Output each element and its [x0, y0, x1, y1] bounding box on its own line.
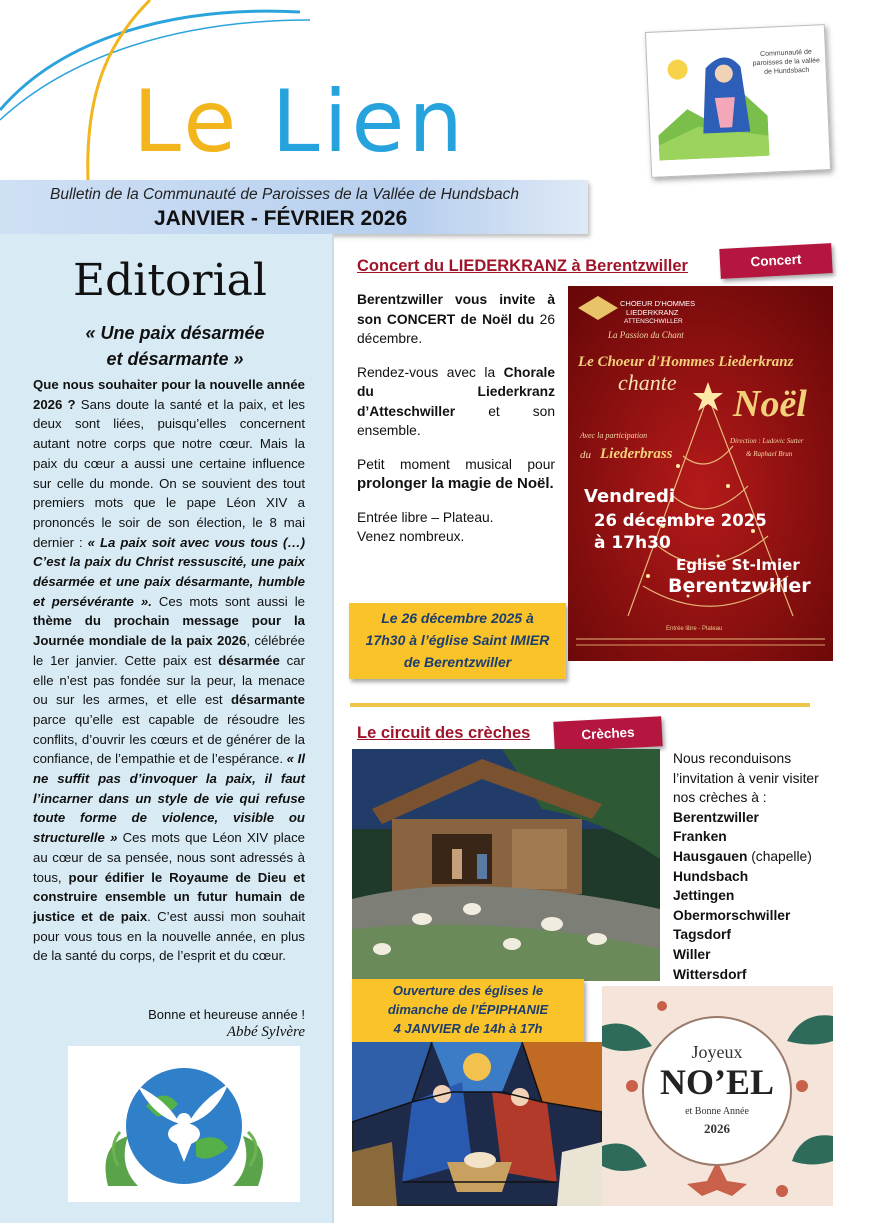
- nativity-scene-photo: [352, 749, 660, 981]
- creches-intro: Nous reconduisons l’invitation à venir visiter nos crèches à :: [673, 751, 819, 806]
- concert-magic: prolonger la magie de Noël.: [357, 475, 554, 492]
- editorial-quote: « La paix soit avec vous tous (…) C’est la paix du Christ ressuscité, une paix désarmée et une paix désarmante, humble et persévérante ».: [33, 534, 305, 609]
- poster-date-1: Vendredi: [584, 486, 675, 507]
- poster-choir-1: CHOEUR D'HOMMES: [620, 299, 696, 308]
- town-item: [673, 827, 843, 847]
- poster-church: Eglise St-Imier: [676, 556, 800, 574]
- poster-noel: Noël: [733, 383, 807, 425]
- card-line-1: Joyeux: [691, 1042, 743, 1062]
- editorial-text: pour édifier le Royaume de Dieu et construire ensemble un futur humain de justice et de paix: [33, 869, 305, 924]
- town-name: Jettingen: [673, 888, 735, 904]
- town-name: Wittersdorf: [673, 966, 747, 982]
- concert-invite-date: 26 décembre.: [357, 311, 555, 346]
- town-name: Obermorschwiller: [673, 907, 791, 923]
- poster-choir-2: LIEDERKRANZ: [626, 308, 679, 317]
- joyeux-noel-card: [602, 986, 833, 1206]
- town-name: Hundsbach: [673, 868, 749, 884]
- poster-town: Berentzwiller: [668, 575, 811, 597]
- town-item: [673, 965, 843, 985]
- town-name: Tagsdorf: [673, 927, 731, 943]
- editorial-quote: « Il ne suffit pas d’invoquer la paix, il faut l’incarner dans un style de vie qui refuse toute forme de violence, visible ou structurelle »: [33, 751, 306, 846]
- editorial-subtitle-line-2: et désarmante »: [106, 349, 244, 369]
- towns-list: [673, 808, 843, 984]
- title-part-2: Lien: [271, 72, 467, 172]
- concert-come: Venez nombreux.: [357, 529, 465, 544]
- town-item: [673, 808, 843, 828]
- town-name: Franken: [673, 829, 727, 845]
- concert-description: [357, 290, 555, 547]
- editorial-subtitle: [40, 320, 310, 372]
- creches-tag: Crèches: [553, 716, 662, 752]
- epiphany-line-3: 4 JANVIER de 14h à 17h: [393, 1021, 543, 1036]
- poster-chante: chante: [618, 370, 677, 395]
- card-line-2: NO’EL: [659, 1062, 775, 1102]
- editorial-text: thème du prochain message pour la Journée mondiale de la paix 2026: [33, 613, 305, 649]
- concert-entry: Entrée libre – Plateau.: [357, 509, 494, 525]
- poster-motto: La Passion du Chant: [608, 330, 684, 340]
- town-item: [673, 925, 843, 945]
- card-line-4: 2026: [704, 1121, 730, 1136]
- column-divider: [332, 234, 334, 1223]
- editorial-text: , célébrée le 1er janvier. Cette paix est: [33, 633, 306, 668]
- poster-entry: Entrée libre - Plateau: [666, 626, 723, 632]
- poster-headline: Le Choeur d'Hommes Liederkranz: [578, 354, 794, 370]
- editorial-closing: Bonne et heureuse année !: [148, 1007, 305, 1022]
- poster-liederbrass: Liederbrass: [600, 446, 673, 462]
- concert-moment: Petit moment musical pour: [357, 456, 555, 472]
- newsletter-title: [133, 72, 467, 172]
- poster-direction-2: & Raphael Brun: [746, 450, 793, 458]
- poster-direction-1: Direction : Ludovic Sutter: [730, 437, 804, 445]
- concert-highlight: Le 26 décembre 2025 à 17h30 à l’église Saint IMIER de Berentzwiller: [349, 603, 566, 679]
- editorial-text: parce qu’elle est capable de résoudre les conflits, d’ouvrir les cœurs et de générer de la confiance, de l’empathie et de l’espérance.: [33, 711, 305, 767]
- editorial-signature: Abbé Sylvère: [226, 1024, 305, 1040]
- concert-invite: Berentzwiller vous invite à son CONCERT de Noël du: [357, 292, 555, 327]
- editorial-text: désarmée: [218, 652, 280, 668]
- epiphany-box: [352, 979, 584, 1043]
- editorial-title: Editorial: [73, 255, 267, 306]
- concert-rdv-end: et son ensemble.: [357, 403, 555, 438]
- epiphany-line-2: dimanche de l’ÉPIPHANIE: [387, 1002, 549, 1017]
- town-item: [673, 867, 843, 887]
- editorial-text: Ces mots sont aussi le: [151, 593, 305, 609]
- town-name: Hausgauen: [673, 848, 748, 864]
- editorial-subtitle-line-1: « Une paix désarmée: [85, 323, 265, 343]
- concert-rdv: Rendez-vous avec la: [357, 364, 504, 380]
- town-note: (chapelle): [747, 848, 812, 864]
- editorial-text: Que nous souhaiter pour la nouvelle année 2026 ?: [33, 377, 305, 412]
- poster-participation-2: du: [580, 449, 591, 461]
- community-logo: [645, 24, 831, 178]
- editorial-body: [33, 375, 305, 966]
- editorial-text: . C’est aussi mon souhait pour vous tous en la nouvelle année, en plus de la santé du corps, de l’esprit et du cœur.: [33, 908, 305, 964]
- concert-poster: [568, 286, 833, 661]
- editorial-text: Ces mots que Léon XIV place au cœur de sa pensée, nous sont adressés à tous,: [33, 830, 305, 885]
- town-name: Berentzwiller: [673, 809, 759, 825]
- issue-date: JANVIER - FÉVRIER 2026: [154, 207, 408, 230]
- poster-choir-3: ATTENSCHWILLER: [624, 318, 683, 325]
- creches-section-title: Le circuit des crèches: [357, 724, 531, 742]
- poster-date-3: à 17h30: [594, 533, 671, 553]
- section-divider: [350, 703, 810, 707]
- bulletin-subtitle: Bulletin de la Communauté de Paroisses de la Vallée de Hundsbach: [50, 186, 520, 203]
- card-line-3: et Bonne Année: [685, 1106, 749, 1117]
- editorial-text: Sans doute la santé et la paix, et les deux sont liées, puisqu’elles concernent autant notre corps que notre cœur. Mais la paix du cœur a aussi une certaine influence sur celle du monde. On se souvient des tout premiers mots que le pape Léon XIV a prononcés le soir de son élection, le 8 mai dernier :: [33, 396, 305, 550]
- editorial-text: désarmante: [230, 692, 305, 708]
- community-logo-text: Communauté de paroisses de la vallée de Hundsbach: [752, 48, 821, 76]
- peace-dove-image: [68, 1046, 300, 1202]
- poster-participation-1: Avec la participation: [580, 431, 648, 440]
- editorial-text: car elle n’est pas fondée sur la peur, la menace ou sur les armes, et elle est: [33, 652, 305, 708]
- concert-tag: Concert: [719, 243, 832, 279]
- town-name: Willer: [673, 946, 711, 962]
- creche-towns: [673, 749, 843, 984]
- poster-date-2: 26 décembre 2025: [594, 511, 767, 530]
- town-item: [673, 945, 843, 965]
- stained-glass-nativity: [352, 1042, 602, 1206]
- town-item: [673, 847, 843, 867]
- title-part-1: Le: [133, 72, 272, 172]
- concert-choir: Chorale du Liederkranz d’Atteschwiller: [357, 364, 555, 419]
- concert-section-title: Concert du LIEDERKRANZ à Berentzwiller: [357, 257, 688, 275]
- town-item: [673, 886, 843, 906]
- town-item: [673, 906, 843, 926]
- epiphany-line-1: Ouverture des églises le: [392, 983, 544, 998]
